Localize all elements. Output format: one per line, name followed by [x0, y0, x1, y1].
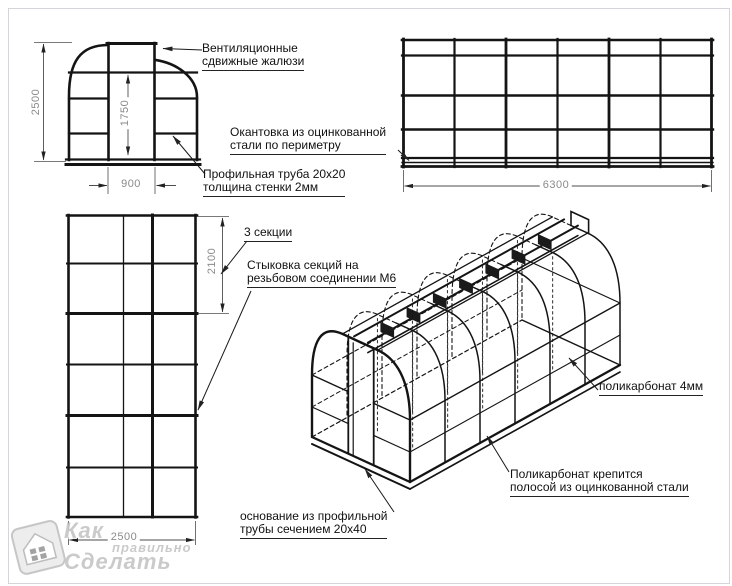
watermark-word-1: Как — [64, 518, 104, 543]
annotation-line: поликарбонат 4мм — [599, 379, 704, 393]
dim-section-length: 2100 — [206, 247, 218, 275]
dim-door-height: 1750 — [119, 97, 131, 129]
dim-door-width: 900 — [118, 178, 144, 190]
front-view-linework — [66, 43, 200, 165]
annotation-steel-edging — [230, 126, 386, 155]
annotation-vent-louvers — [202, 42, 304, 71]
dim-length: 6300 — [540, 179, 572, 191]
annotation-line: трубы сечением 20x40 — [240, 522, 367, 536]
annotation-polycarbonate — [599, 380, 703, 396]
annotation-line: сдвижные жалюзи — [202, 54, 305, 68]
annotation-section-joint — [247, 259, 396, 288]
annotation-line: Поликарбонат крепится — [510, 467, 643, 481]
annotation-line: полосой из оцинкованной стали — [510, 480, 689, 494]
annotation-line: Вентиляционные — [202, 41, 298, 55]
annotation-line: Стыковка секций на — [247, 258, 359, 272]
annotation-line: Окантовка из оцинкованной — [230, 125, 387, 139]
annotation-poly-fixing — [510, 468, 689, 497]
watermark-word-2: правильно — [112, 540, 192, 555]
annotation-line: основание из профильной — [240, 509, 388, 523]
annotation-three-sections — [244, 226, 292, 242]
annotation-line: резьбовом соединении М6 — [247, 271, 397, 285]
isometric-view-linework — [312, 212, 620, 490]
watermark-word-3: Сделать — [64, 549, 172, 574]
annotation-line: стали по периметру — [230, 138, 341, 152]
dim-width: 2500 — [108, 531, 140, 543]
annotation-line: 3 секции — [244, 225, 293, 239]
dim-front-height: 2500 — [30, 88, 42, 116]
watermark-logo-icon — [10, 520, 66, 576]
side-view-linework — [402, 39, 713, 167]
annotation-line: толщина стенки 2мм — [203, 180, 319, 194]
annotation-profile-tube — [203, 168, 345, 197]
annotation-base-tube — [240, 510, 387, 539]
plan-view-linework — [67, 215, 197, 518]
annotation-line: Профильная труба 20x20 — [203, 167, 346, 181]
